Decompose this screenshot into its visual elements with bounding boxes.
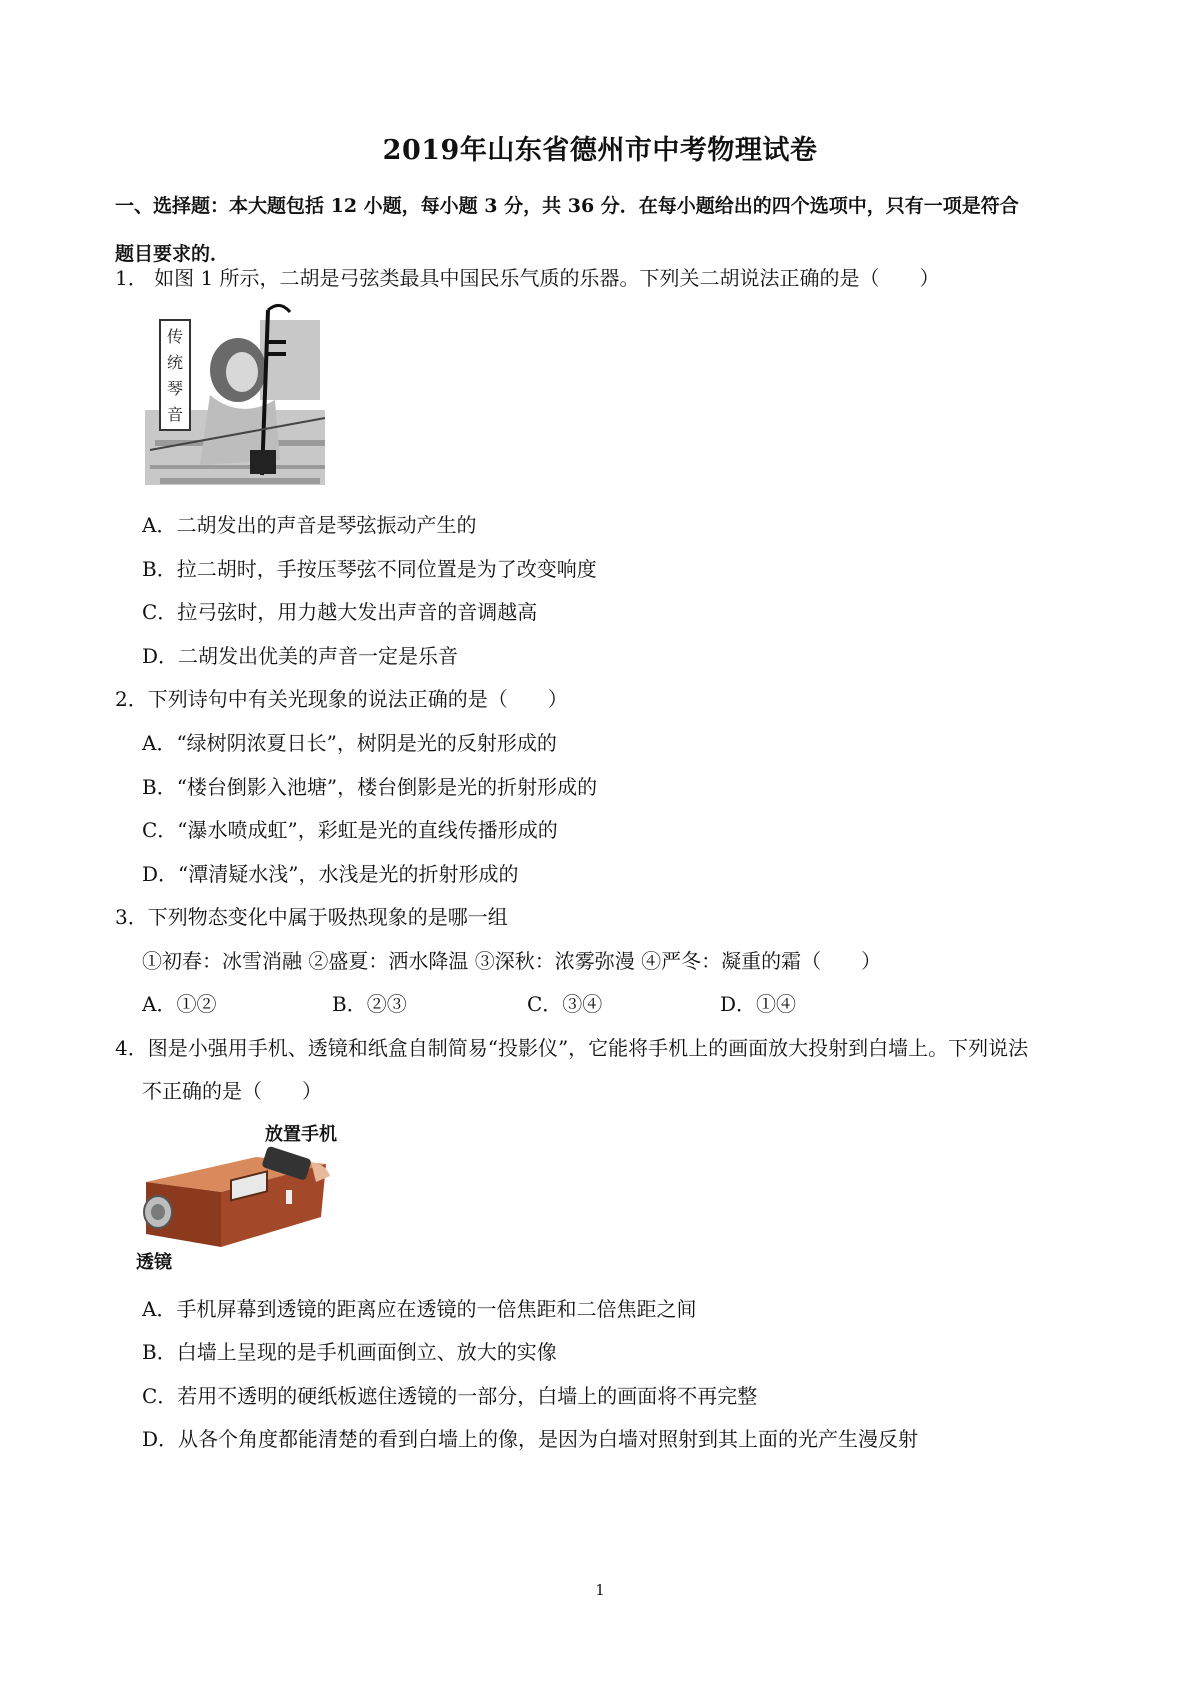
question-2-stem: 2．下列诗句中有关光现象的说法正确的是（ ） <box>115 687 568 711</box>
question-1-option-d: D．二胡发出优美的声音一定是乐音 <box>142 644 459 668</box>
page-number: 1 <box>595 1581 605 1599</box>
question-1-stem: 1． 如图 1 所示，二胡是弓弦类最具中国民乐气质的乐器。下列关二胡说法正确的是（ ） <box>115 266 940 290</box>
question-3-stem: 3．下列物态变化中属于吸热现象的是哪一组 <box>115 905 508 929</box>
question-4-option-d: D．从各个角度都能清楚的看到白墙上的像，是因为白墙对照射到其上面的光产生漫反射 <box>142 1427 919 1451</box>
question-4-option-a: A．手机屏幕到透镜的距离应在透镜的一倍焦距和二倍焦距之间 <box>142 1297 697 1321</box>
question-4-stem-line-1: 4．图是小强用手机、透镜和纸盒自制简易“投影仪”，它能将手机上的画面放大投射到白墙上。下列说法 <box>115 1036 1029 1060</box>
svg-text:琴: 琴 <box>166 379 184 398</box>
question-3-option-a: A．①② <box>142 992 217 1016</box>
question-1-option-b: B．拉二胡时，手按压琴弦不同位置是为了改变响度 <box>142 557 597 581</box>
question-2-option-d: D．“潭清疑水浅”，水浅是光的折射形成的 <box>142 862 519 886</box>
question-3-option-d: D．①④ <box>720 992 797 1016</box>
question-2-option-a: A．“绿树阴浓夏日长”，树阴是光的反射形成的 <box>142 731 557 755</box>
projector-figure <box>136 1142 336 1250</box>
figure-label-phone: 放置手机 <box>265 1124 337 1145</box>
question-4-option-b: B．白墙上呈现的是手机画面倒立、放大的实像 <box>142 1340 557 1364</box>
question-4-option-c: C．若用不透明的硬纸板遮住透镜的一部分，白墙上的画面将不再完整 <box>142 1384 758 1408</box>
erhu-figure <box>140 300 330 490</box>
section-heading-line-2: 题目要求的． <box>115 243 230 265</box>
question-3-items: ①初春：冰雪消融 ②盛夏：洒水降温 ③深秋：浓雾弥漫 ④严冬：凝重的霜（ ） <box>142 949 882 973</box>
svg-text:音: 音 <box>166 405 184 424</box>
question-3-option-b: B．②③ <box>332 992 407 1016</box>
section-heading-line-1: 一、选择题：本大题包括 12 小题，每小题 3 分，共 36 分．在每小题给出的四个选项中，只有一项是符合 <box>115 195 1019 217</box>
svg-text:统: 统 <box>166 353 184 372</box>
question-4-stem-line-2: 不正确的是（ ） <box>142 1079 322 1103</box>
question-1-option-a: A．二胡发出的声音是琴弦振动产生的 <box>142 513 477 537</box>
question-3-option-c: C．③④ <box>527 992 603 1016</box>
svg-text:传: 传 <box>166 327 184 346</box>
question-1-option-c: C．拉弓弦时，用力越大发出声音的音调越高 <box>142 600 538 624</box>
question-2-option-b: B．“楼台倒影入池塘”，楼台倒影是光的折射形成的 <box>142 775 598 799</box>
question-2-option-c: C．“瀑水喷成虹”，彩虹是光的直线传播形成的 <box>142 818 558 842</box>
page-title: 2019年山东省德州市中考物理试卷 <box>382 135 818 166</box>
figure-label-lens: 透镜 <box>136 1252 172 1273</box>
